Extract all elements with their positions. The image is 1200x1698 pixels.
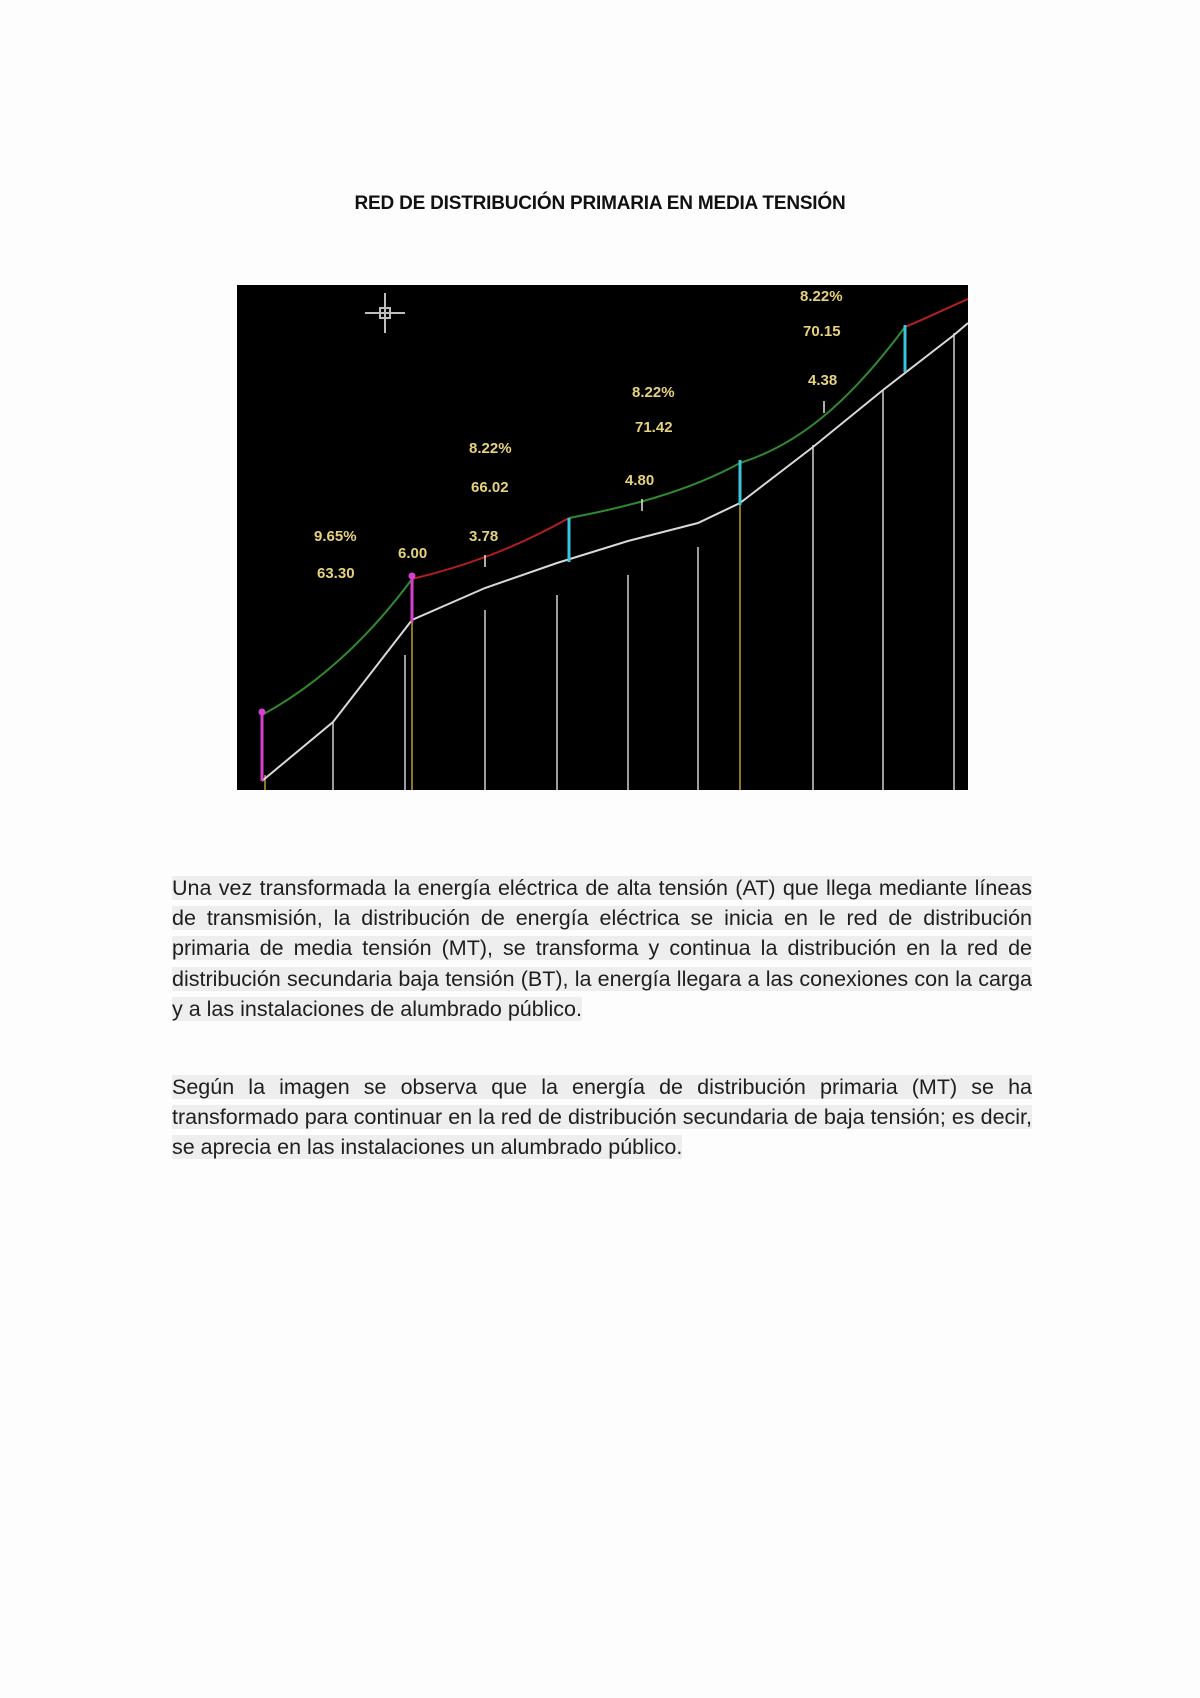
seg2-length-label: 66.02 (471, 479, 509, 496)
seg4-slope-label: 8.22% (800, 288, 843, 305)
seg1-height-label: 6.00 (398, 545, 428, 562)
profile-drawing (237, 285, 968, 790)
seg1-length-label: 63.30 (317, 565, 355, 582)
conductor-green-segment-4 (740, 327, 905, 463)
yellow-structure-lines (265, 503, 740, 790)
body-paragraph-2: Según la imagen se observa que la energía de distribución primaria (MT) se ha transformado para continuar en la red de distribución secundaria de baja tensión; es decir, se aprecia en las instalaciones un alumbrado público. (172, 1075, 1032, 1160)
structure-magenta-node (409, 573, 416, 580)
seg4-length-label: 70.15 (803, 323, 841, 340)
crosshair-icon (365, 293, 405, 333)
seg3-length-label: 71.42 (635, 419, 673, 436)
conductor-green-segment-1 (262, 579, 412, 715)
seg4-height-label: 4.38 (808, 372, 838, 389)
ground-profile-line (262, 323, 968, 781)
seg3-slope-label: 8.22% (632, 384, 675, 401)
conductor-red-segment-5 (905, 299, 968, 327)
seg2-slope-label: 8.22% (469, 440, 512, 457)
distribution-profile-figure (237, 285, 968, 790)
seg2-height-label: 3.78 (469, 528, 499, 545)
page-title: RED DE DISTRIBUCIÓN PRIMARIA EN MEDIA TENSIÓN (354, 193, 846, 214)
seg3-height-label: 4.80 (625, 472, 655, 489)
body-paragraph-1: Una vez transformada la energía eléctrica de alta tensión (AT) que llega mediante líneas de transmisión, la distribución de energía eléctrica se inicia en le red de distribución primaria de media tensión (MT), se transforma y continua la distribución en la red de distribución secundaria baja tensión (BT), la energía llegara a las conexiones con la carga y a las instalaciones de alumbrado público. (172, 876, 1032, 1021)
conductor-green-segment-3 (569, 463, 740, 518)
structure-magenta-node (259, 709, 266, 716)
seg1-slope-label: 9.65% (314, 528, 357, 545)
